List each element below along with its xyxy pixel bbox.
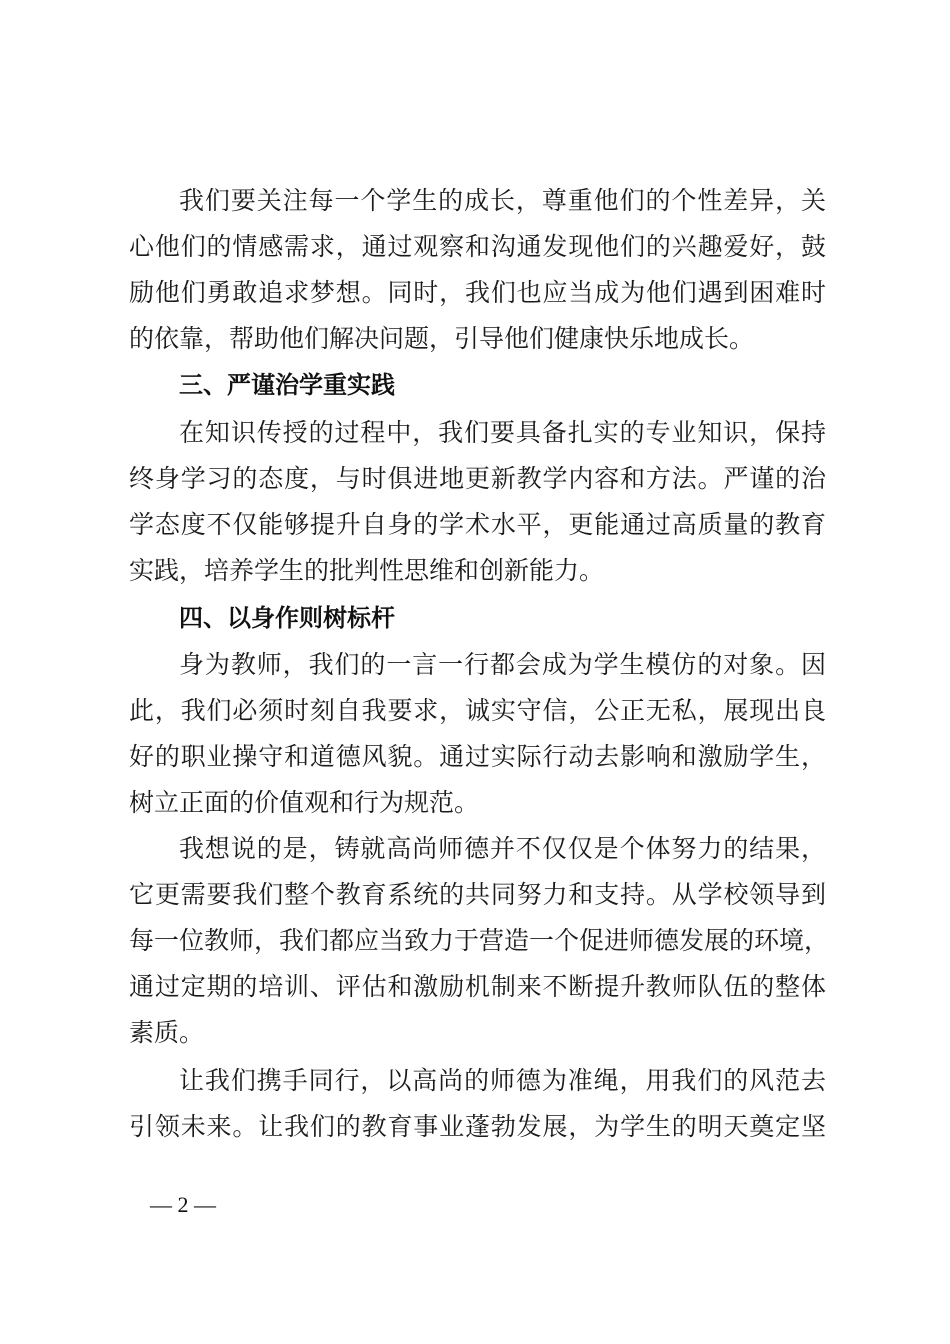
text-line: 在知识传授的过程中，我们要具备扎实的专业知识，保持 [179,418,826,447]
text-line: 好的职业操守和道德风貌。通过实际行动去影响和激励学生， [129,742,826,771]
text-line: 心他们的情感需求，通过观察和沟通发现他们的兴趣爱好，鼓 [129,232,826,261]
text-line: 励他们勇敢追求梦想。同时，我们也应当成为他们遇到困难时 [129,278,826,307]
text-line: 身为教师，我们的一言一行都会成为学生模仿的对象。因 [179,650,826,679]
text-line: 的依靠，帮助他们解决问题，引导他们健康快乐地成长。 [129,324,755,353]
text-line: 学态度不仅能够提升自身的学术水平，更能通过高质量的教育 [129,510,826,539]
text-line: 每一位教师，我们都应当致力于营造一个促进师德发展的环境， [129,926,830,955]
section-heading: 四、以身作则树标杆 [179,604,395,632]
text-line: 树立正面的价值观和行为规范。 [129,788,480,817]
section-heading: 三、严谨治学重实践 [179,371,395,399]
text-line: 引领未来。让我们的教育事业蓬勃发展，为学生的明天奠定坚 [129,1112,826,1141]
text-line: 它更需要我们整个教育系统的共同努力和支持。从学校领导到 [129,880,826,909]
text-line: 终身学习的态度，与时俱进地更新教学内容和方法。严谨的治 [129,464,826,493]
text-line: 实践，培养学生的批判性思维和创新能力。 [129,556,605,585]
text-line: 我想说的是，铸就高尚师德并不仅仅是个体努力的结果， [179,834,826,863]
text-line: 我们要关注每一个学生的成长，尊重他们的个性差异，关 [179,186,826,215]
page-number: — 2 — [150,1192,216,1217]
text-line: 通过定期的培训、评估和激励机制来不断提升教师队伍的整体 [129,972,826,1001]
text-line: 此，我们必须时刻自我要求，诚实守信，公正无私，展现出良 [129,696,826,725]
text-line: 素质。 [129,1018,205,1047]
text-line: 让我们携手同行，以高尚的师德为准绳，用我们的风范去 [179,1066,826,1095]
